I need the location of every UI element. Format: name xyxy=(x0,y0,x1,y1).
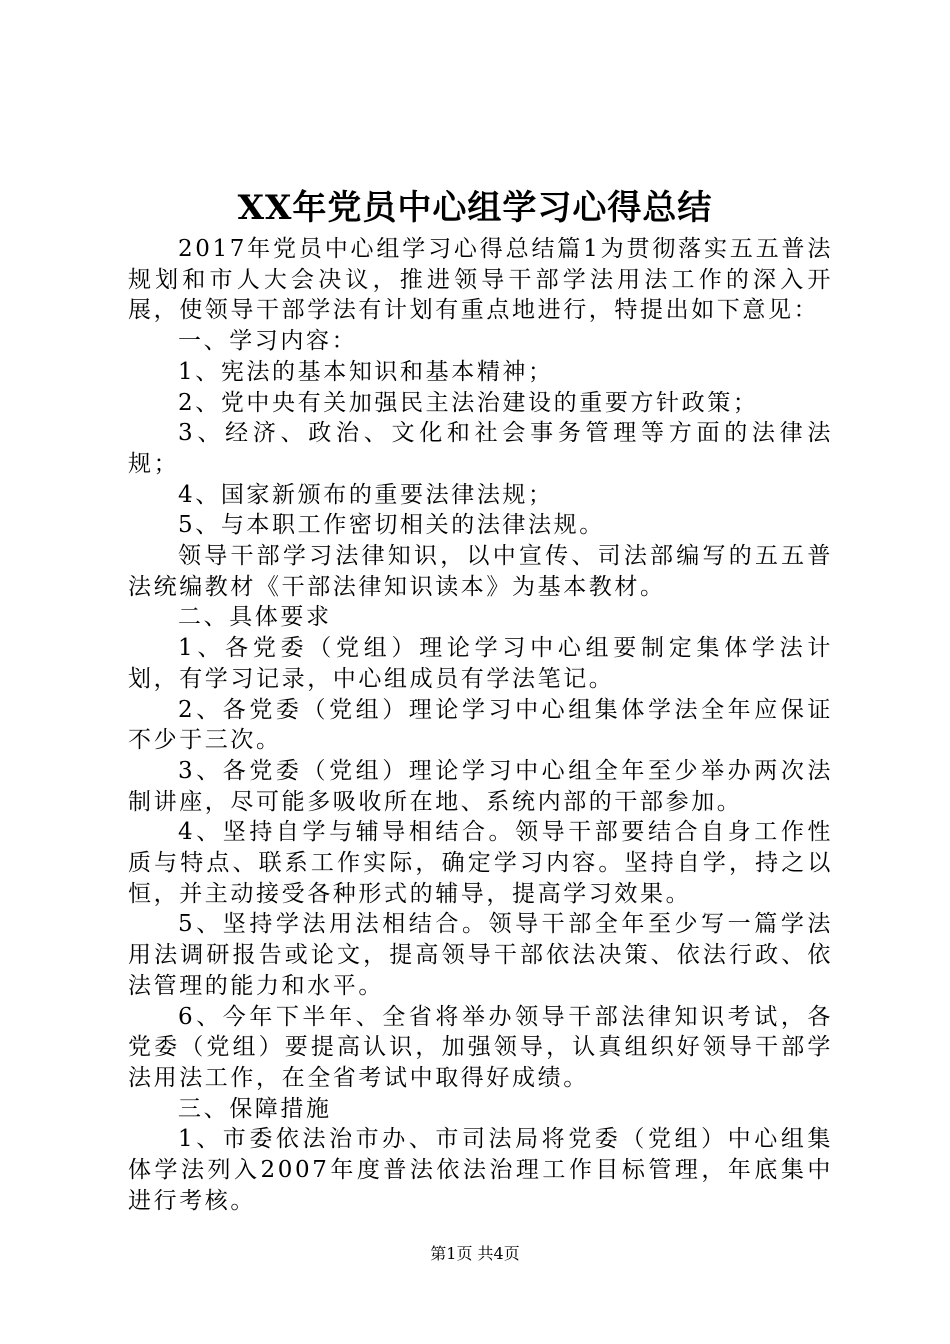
paragraph-intro: 2017年党员中心组学习心得总结篇1为贯彻落实五五普法规划和市人大会决议，推进领导干部学法用法工作的深入开展，使领导干部学法有计划有重点地进行，特提出如下意见： xyxy=(128,236,833,324)
list-item: 4、坚持自学与辅导相结合。领导干部要结合自身工作性质与特点、联系工作实际，确定学习内容。坚持自学，持之以恒，并主动接受各种形式的辅导，提高学习效果。 xyxy=(128,819,833,907)
list-item: 5、与本职工作密切相关的法律法规。 xyxy=(178,512,605,539)
document-body xyxy=(128,234,833,1217)
paragraph-textbook: 领导干部学习法律知识，以中宣传、司法部编写的五五普法统编教材《干部法律知识读本》为基本教材。 xyxy=(128,543,833,600)
list-item: 5、坚持学法用法相结合。领导干部全年至少写一篇学法用法调研报告或论文，提高领导干部依法决策、依法行政、依法管理的能力和水平。 xyxy=(128,911,833,999)
page-footer: 第1页 共4页 xyxy=(430,1244,520,1263)
list-item: 3、经济、政治、文化和社会事务管理等方面的法律法规； xyxy=(128,420,833,477)
document-title: XX年党员中心组学习心得总结 xyxy=(237,188,713,228)
list-item: 2、党中央有关加强民主法治建设的重要方针政策； xyxy=(178,389,759,416)
list-item: 4、国家新颁布的重要法律法规； xyxy=(178,481,554,508)
list-item: 1、市委依法治市办、市司法局将党委（党组）中心组集体学法列入2007年度普法依法治理工作目标管理，年底集中进行考核。 xyxy=(128,1126,833,1214)
list-item: 3、各党委（党组）理论学习中心组全年至少举办两次法制讲座，尽可能多吸收所在地、系统内部的干部参加。 xyxy=(128,757,833,815)
list-item: 1、各党委（党组）理论学习中心组要制定集体学法计划，有学习记录，中心组成员有学法笔记。 xyxy=(128,635,833,692)
list-item: 1、宪法的基本知识和基本精神； xyxy=(178,358,554,385)
section-heading-requirements: 二、具体要求 xyxy=(178,604,332,631)
section-heading-safeguards: 三、保障措施 xyxy=(178,1095,332,1122)
list-item: 6、今年下半年、全省将举办领导干部法律知识考试，各党委（党组）要提高认识，加强领导，认真组织好领导干部学法用法工作，在全省考试中取得好成绩。 xyxy=(128,1003,833,1091)
section-heading-study-content: 一、学习内容： xyxy=(178,328,358,355)
list-item: 2、各党委（党组）理论学习中心组集体学法全年应保证不少于三次。 xyxy=(128,696,833,754)
